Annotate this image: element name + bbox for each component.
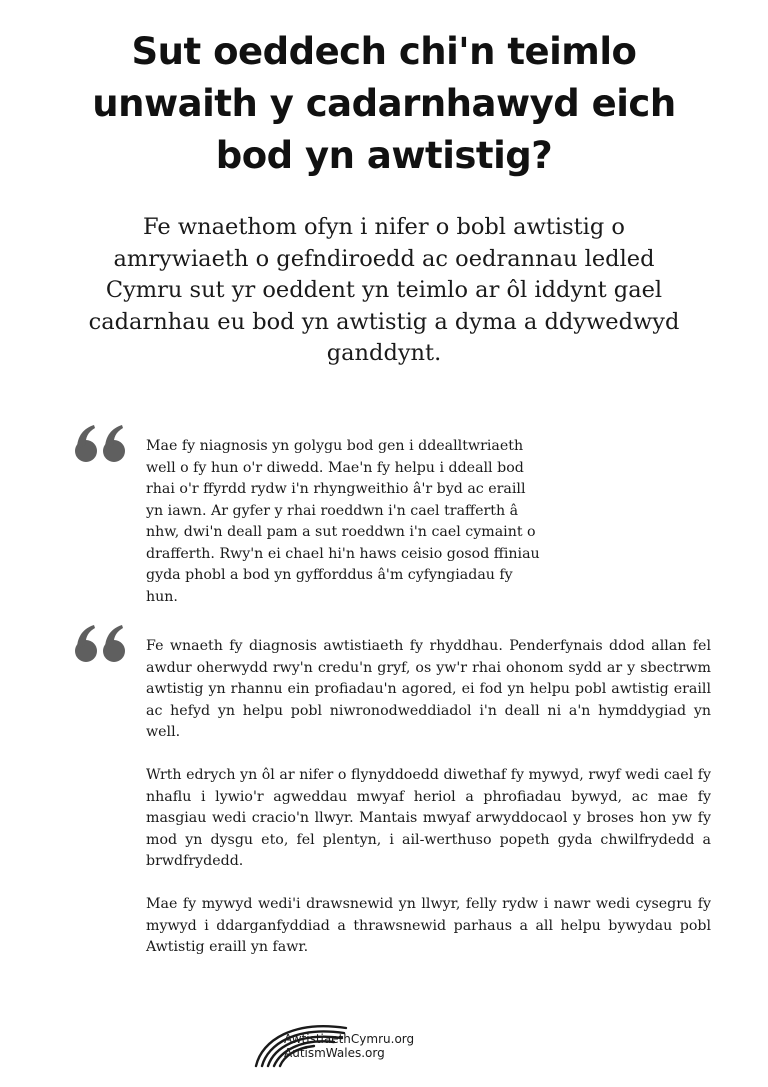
quote-mark-icon bbox=[74, 624, 134, 666]
logo-line-english: AutismWales.org bbox=[284, 1046, 385, 1060]
quote-line: Mae fy niagnosis yn golygu bod gen i ddealltwriaeth bbox=[146, 438, 524, 454]
quote-line: hun. bbox=[146, 588, 178, 605]
intro-line: Cymru sut yr oeddent yn teimlo ar ôl iddynt gael bbox=[105, 277, 663, 303]
intro-line: Fe wnaethom ofyn i nifer o bobl awtistig o bbox=[143, 214, 625, 240]
quote-line: rhai o'r ffyrdd rydw i'n rhyngweithio â'r byd ac eraill bbox=[146, 481, 526, 497]
quote-line: well o fy hun o'r diwedd. Mae'n fy helpu i ddeall bod bbox=[146, 459, 524, 476]
page-title bbox=[60, 26, 708, 182]
title-line: bod yn awtistig? bbox=[215, 134, 553, 177]
quote-line: gyda phobl a bod yn gyfforddus â'm cyfyngiadau fy bbox=[146, 567, 513, 583]
quote-line: drafferth. Rwy'n ei chael hi'n haws ceisio gosod ffiniau bbox=[146, 545, 540, 562]
intro-line: ganddynt. bbox=[326, 340, 442, 366]
title-line: unwaith y cadarnhawyd eich bbox=[92, 82, 676, 125]
title-line: Sut oeddech chi'n teimlo bbox=[131, 30, 637, 73]
quote-line: nhw, dwi'n deall pam a sut roeddwn i'n cael cymaint o bbox=[146, 524, 536, 540]
quote-mark-icon bbox=[74, 424, 134, 466]
quote-1 bbox=[146, 436, 711, 608]
quote-paragraph: Mae fy mywyd wedi'i drawsnewid yn llwyr, felly rydw i nawr wedi cysegru fy mywyd i ddarganfyddiad a thrawsnewid parhaus a all helpu bywydau pobl Awtistig eraill yn fawr. bbox=[146, 896, 711, 955]
intro-line: cadarnhau eu bod yn awtistig a dyma a ddywedwyd bbox=[88, 308, 680, 335]
quote-line: yn iawn. Ar gyfer y rhai roeddwn i'n cael trafferth â bbox=[146, 502, 519, 519]
logo-line-welsh: AwtistiaethCymru.org bbox=[284, 1032, 415, 1046]
quote-paragraph: Wrth edrych yn ôl ar nifer o flynyddoedd diwethaf fy mywyd, rwyf wedi cael fy nhaflu i lywio'r agweddau mwyaf heriol a phrofiadau bywyd, ac mae fy masgiau wedi cracio'n llwyr. Mantais mwyaf arwyddocaol y broses hon yw fy mod yn dysgu eto, fel plentyn, i ail-werthuso popeth gyda chwilfrydedd a brwdfrydedd. bbox=[146, 767, 711, 869]
intro-paragraph bbox=[48, 212, 720, 370]
logo-text bbox=[284, 1032, 414, 1060]
quote-paragraph: Fe wnaeth fy diagnosis awtistiaeth fy rhyddhau. Penderfynais ddod allan fel awdur oherwydd rwy'n credu'n gryf, os yw'r rhai ohonom sydd ar y sbectrwm awtistig yn rhannu ein profiadau'n agored, ei fod yn helpu pobl awtistig eraill ac hefyd yn helpu pobl niwronodweddiadol i'n deall ni a'n hymddygiad yn well. bbox=[146, 638, 711, 740]
intro-line: amrywiaeth o gefndiroedd ac oedrannau ledled bbox=[113, 245, 655, 272]
quote-2 bbox=[146, 636, 711, 959]
autism-wales-logo bbox=[254, 1018, 454, 1068]
